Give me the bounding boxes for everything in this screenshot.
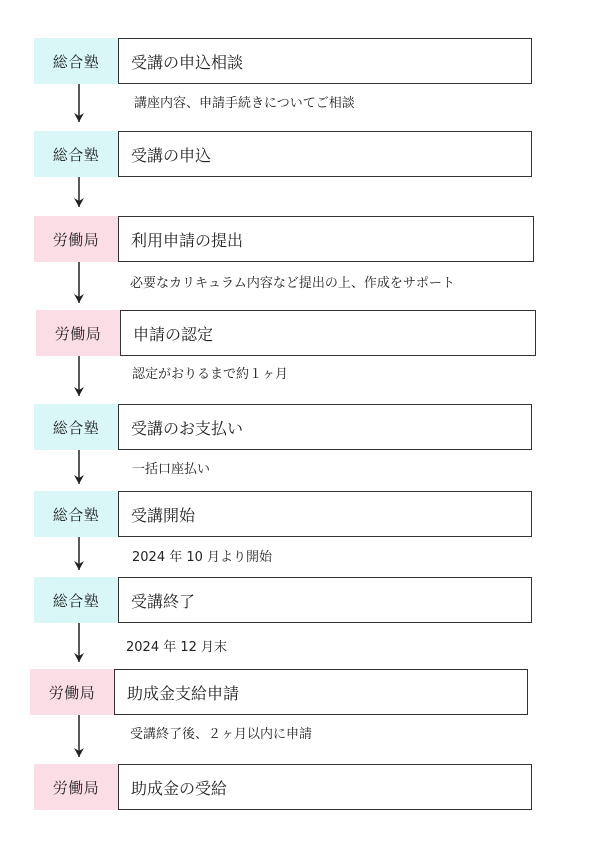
flow-step [34,404,532,450]
flow-step [34,764,532,810]
org-tag: 総合塾 [34,491,118,537]
step-title: 受講終了 [118,577,532,623]
flow-step [34,491,532,537]
step-title: 受講開始 [118,491,532,537]
org-tag: 労働局 [36,310,120,356]
step-note: 必要なカリキュラム内容など提出の上、作成をサポート [130,276,455,291]
flow-step [34,131,532,177]
step-title: 利用申請の提出 [118,216,534,262]
org-tag: 総合塾 [34,404,118,450]
step-note: 受講終了後、２ヶ月以内に申請 [130,727,313,742]
flow-step [36,310,536,356]
step-title: 助成金の受給 [118,764,532,810]
flow-step [30,669,528,715]
org-tag: 総合塾 [34,38,118,84]
step-note: 認定がおりるまで約１ヶ月 [132,367,289,382]
step-note: 2024 年 10 月より開始 [132,550,273,565]
step-title: 受講の申込 [118,131,532,177]
step-title: 受講の申込相談 [118,38,532,84]
org-tag: 労働局 [34,764,118,810]
step-title: 受講のお支払い [118,404,532,450]
step-title: 助成金支給申請 [114,669,528,715]
flow-step [34,577,532,623]
org-tag: 労働局 [34,216,118,262]
flow-step [34,216,534,262]
step-title: 申請の認定 [120,310,536,356]
step-note: 一括口座払い [132,462,211,477]
org-tag: 総合塾 [34,131,118,177]
step-note: 2024 年 12 月末 [126,640,228,655]
org-tag: 労働局 [30,669,114,715]
step-note: 講座内容、申請手続きについてご相談 [134,96,355,111]
org-tag: 総合塾 [34,577,118,623]
flow-step [34,38,532,84]
